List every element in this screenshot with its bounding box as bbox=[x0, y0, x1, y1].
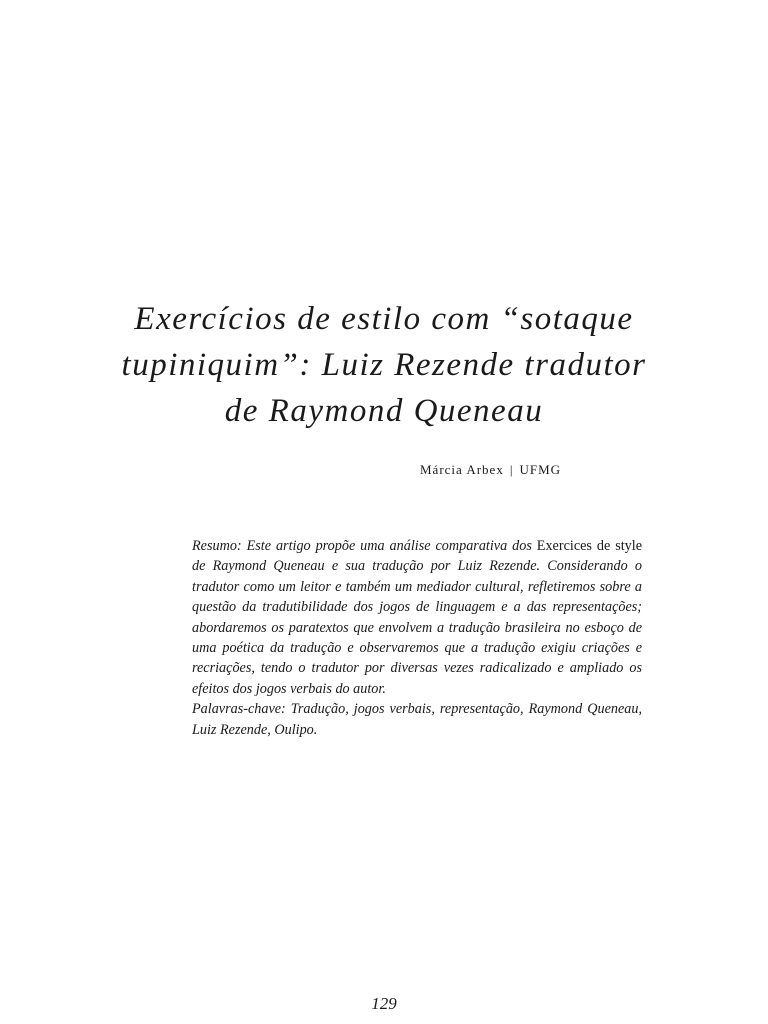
abstract-body: de Raymond Queneau e sua tradução por Luiz Rezende. Considerando o tradutor como um leitor e também um mediador cultural, refletiremos sobre a questão da tradutibilidade dos jogos de linguagem e a das representações; abordaremos os paratextos que envolvem a tradução brasileira no esboço de uma poética da tradução e observaremos que a tradução exigiu criações e recriações, tendo o tradutor por diversas vezes radicalizado e ampliado os efeitos dos jogos verbais do autor. bbox=[192, 558, 642, 697]
author-name: Márcia Arbex bbox=[420, 462, 504, 477]
article-title bbox=[100, 296, 668, 434]
byline bbox=[420, 462, 620, 478]
abstract-text bbox=[192, 536, 642, 699]
byline-separator: | bbox=[509, 462, 514, 477]
title-line: Exercícios de estilo com “sotaque bbox=[134, 301, 634, 337]
abstract bbox=[192, 536, 642, 740]
abstract-intro: Resumo: Este artigo propõe uma análise comparativa dos bbox=[192, 538, 537, 554]
book-title: Exercices de style bbox=[536, 538, 643, 554]
keywords: Palavras-chave: Tradução, jogos verbais, representação, Raymond Queneau, Luiz Rezende, Oulipo. bbox=[192, 701, 642, 738]
page-number: 129 bbox=[371, 994, 397, 1013]
title-line: tupiniquim”: Luiz Rezende tradutor bbox=[121, 347, 647, 383]
title-line: de Raymond Queneau bbox=[224, 393, 544, 429]
affiliation: UFMG bbox=[519, 462, 562, 477]
